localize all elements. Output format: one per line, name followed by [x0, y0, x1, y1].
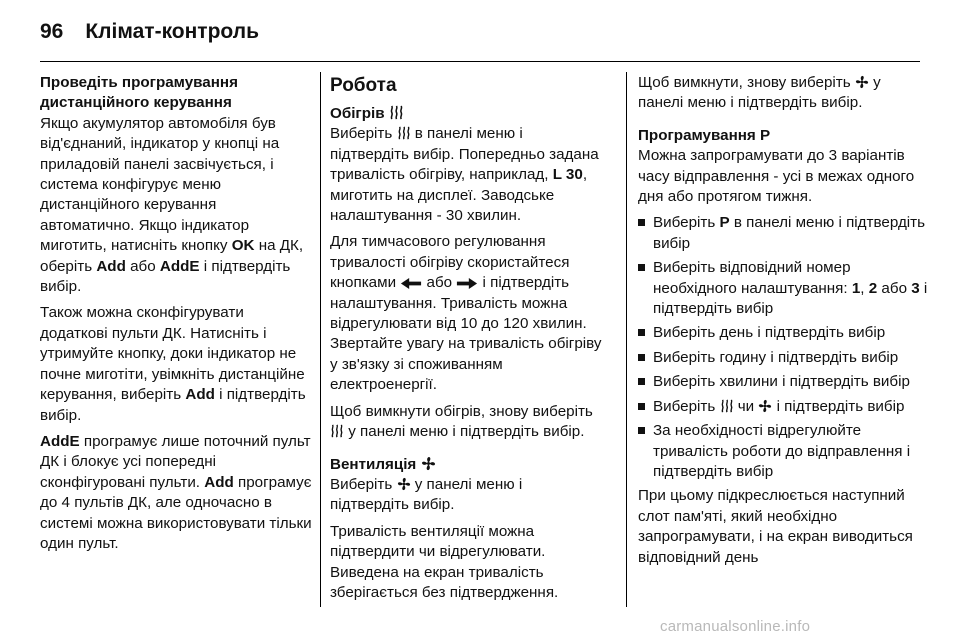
paragraph [330, 232, 602, 395]
subheading-programming: Програмування P [638, 126, 771, 144]
text: на ДК, оберіть [40, 237, 304, 275]
text: Виберіть [653, 214, 720, 232]
text: Також можна сконфігурувати додаткові пульти ДК. Натисніть і утримуйте кнопку, доки індикатор не почне миготіти, увімкніть дистанційне керування, виберіть [40, 304, 305, 404]
text: Виберіть [653, 397, 720, 415]
chapter-title: Клімат-контроль [85, 20, 259, 43]
heat-icon [330, 424, 344, 438]
bold-text: 3 [911, 279, 920, 297]
paragraph [40, 303, 312, 425]
text: програмує до 4 пультів ДК, але одночасно в системі можна використовувати тільки один пульт. [40, 473, 312, 552]
paragraph: Тривалість вентиляції можна підтвердити чи відрегулювати. Виведена на екран тривалість зберігається без підтвердження. [330, 522, 559, 601]
text: , [860, 279, 869, 297]
paragraph [40, 432, 312, 554]
text: Виберіть хвилини і підтвердіть вибір [653, 373, 910, 391]
list-item [638, 213, 928, 254]
bold-text: Add [204, 473, 234, 491]
text: або [125, 257, 160, 275]
text: Виберіть годину і підтвердіть вибір [653, 348, 899, 366]
fan-icon [855, 75, 869, 89]
page-number: 96 [40, 20, 64, 43]
list-item [638, 397, 928, 417]
list-item [638, 348, 928, 368]
bullet [638, 378, 645, 385]
text: Якщо акумулятор автомобіля був від'єднаний, індикатор у кнопці на приладовій панелі засвічується, і система конфігурує меню дистанційного керування автоматично. Якщо індикатор миготить, натисніть кнопку [40, 114, 280, 255]
fan-icon [421, 456, 436, 471]
bold-text: P [719, 214, 730, 232]
heat-icon [720, 399, 734, 413]
subheading-ventilation [330, 455, 602, 475]
paragraph: Можна запрограмувати до 3 варіантів часу відправлення - усі в межах одного дня або протягом тижня. [638, 147, 915, 206]
text: чи [733, 397, 759, 415]
subheading-heating [330, 104, 602, 124]
column-divider [320, 72, 321, 607]
steps-list [638, 213, 928, 482]
bullet [638, 427, 645, 434]
text: Виберіть [330, 475, 397, 493]
bullet [638, 329, 645, 336]
text: Щоб вимкнути, знову виберіть [638, 74, 855, 91]
heat-icon [389, 105, 404, 120]
list-item [638, 421, 928, 482]
arrow-left-icon [400, 278, 422, 289]
bold-text: Add [185, 386, 215, 404]
fan-icon [397, 477, 411, 491]
column-divider [626, 72, 627, 607]
bold-text: L 30 [552, 166, 583, 184]
text: , миготить на дисплеї. Заводське налаштування - 30 хвилин. [330, 166, 588, 225]
bullet [638, 264, 645, 271]
section-heading-remote-programming: Проведіть програмування дистанційного керування [40, 74, 238, 112]
text: Виберіть [330, 125, 397, 143]
list-item [638, 372, 928, 392]
text: у панелі меню і підтвердіть вибір. [638, 74, 881, 112]
column-left [40, 73, 312, 560]
paragraph [330, 402, 602, 443]
bold-text: AddE [40, 432, 80, 450]
text: і підтвердіть вибір. [40, 386, 306, 424]
bold-text: Add [96, 257, 126, 275]
text: і підтвердіть вибір [653, 279, 928, 318]
text: у панелі меню і підтвердіть вибір. [344, 423, 585, 441]
bullet [638, 354, 645, 361]
list-item [638, 258, 928, 319]
bold-text: 2 [868, 279, 878, 297]
text: Для тимчасового регулювання тривалості обігріву скористайтеся кнопками [330, 233, 570, 292]
bold-text: OK [231, 237, 255, 255]
text: Щоб вимкнути обігрів, знову виберіть [330, 402, 593, 420]
text: або [422, 274, 457, 292]
heat-icon [397, 126, 411, 140]
text: Вентиляція [330, 455, 417, 473]
text: в панелі меню і підтвердіть вибір. Попередньо задана тривалість обігріву, наприклад, [330, 125, 599, 184]
text: і підтвердіть налаштування. Тривалість можна відрегулювати від 10 до 120 хвилин. Звертайте увагу на тривалість обігріву у зв'язку зі споживанням електроенергії. [330, 274, 602, 394]
paragraph [330, 124, 602, 226]
watermark: carmanualsonline.info [660, 618, 811, 635]
arrow-right-icon [456, 278, 478, 289]
paragraph [638, 73, 928, 114]
header-rule [40, 61, 920, 62]
text: і підтвердіть вибір. [40, 257, 291, 296]
paragraph [330, 475, 602, 516]
paragraph: При цьому підкреслюється наступний слот пам'яті, який необхідно запрограмувати, і на екран виводиться відповідний день [638, 487, 913, 566]
text: Виберіть день і підтвердіть вибір [653, 324, 886, 342]
text: За необхідності відрегулюйте тривалість роботи до відправлення і підтвердіть вибір [653, 422, 911, 480]
column-right [638, 73, 928, 574]
text: в панелі меню і підтвердіть вибір [653, 214, 926, 252]
bold-text: 1 [851, 279, 861, 297]
text: програмує лише поточний пульт ДК і блокує усі попередні сконфігуровані пульти. [40, 432, 311, 491]
column-middle [330, 73, 602, 609]
section-heading-operation: Робота [330, 75, 397, 96]
text: Виберіть відповідний номер необхідного налаштування: [653, 259, 852, 297]
text: або [877, 279, 912, 297]
text: у панелі меню і підтвердіть вибір. [330, 475, 523, 514]
bold-text: AddE [159, 257, 200, 275]
text: Обігрів [330, 105, 385, 122]
paragraph [40, 114, 312, 298]
bullet [638, 219, 645, 226]
list-item [638, 323, 928, 343]
fan-icon [758, 399, 772, 413]
bullet [638, 403, 645, 410]
page-header [40, 12, 259, 52]
text: і підтвердіть вибір [772, 397, 905, 415]
